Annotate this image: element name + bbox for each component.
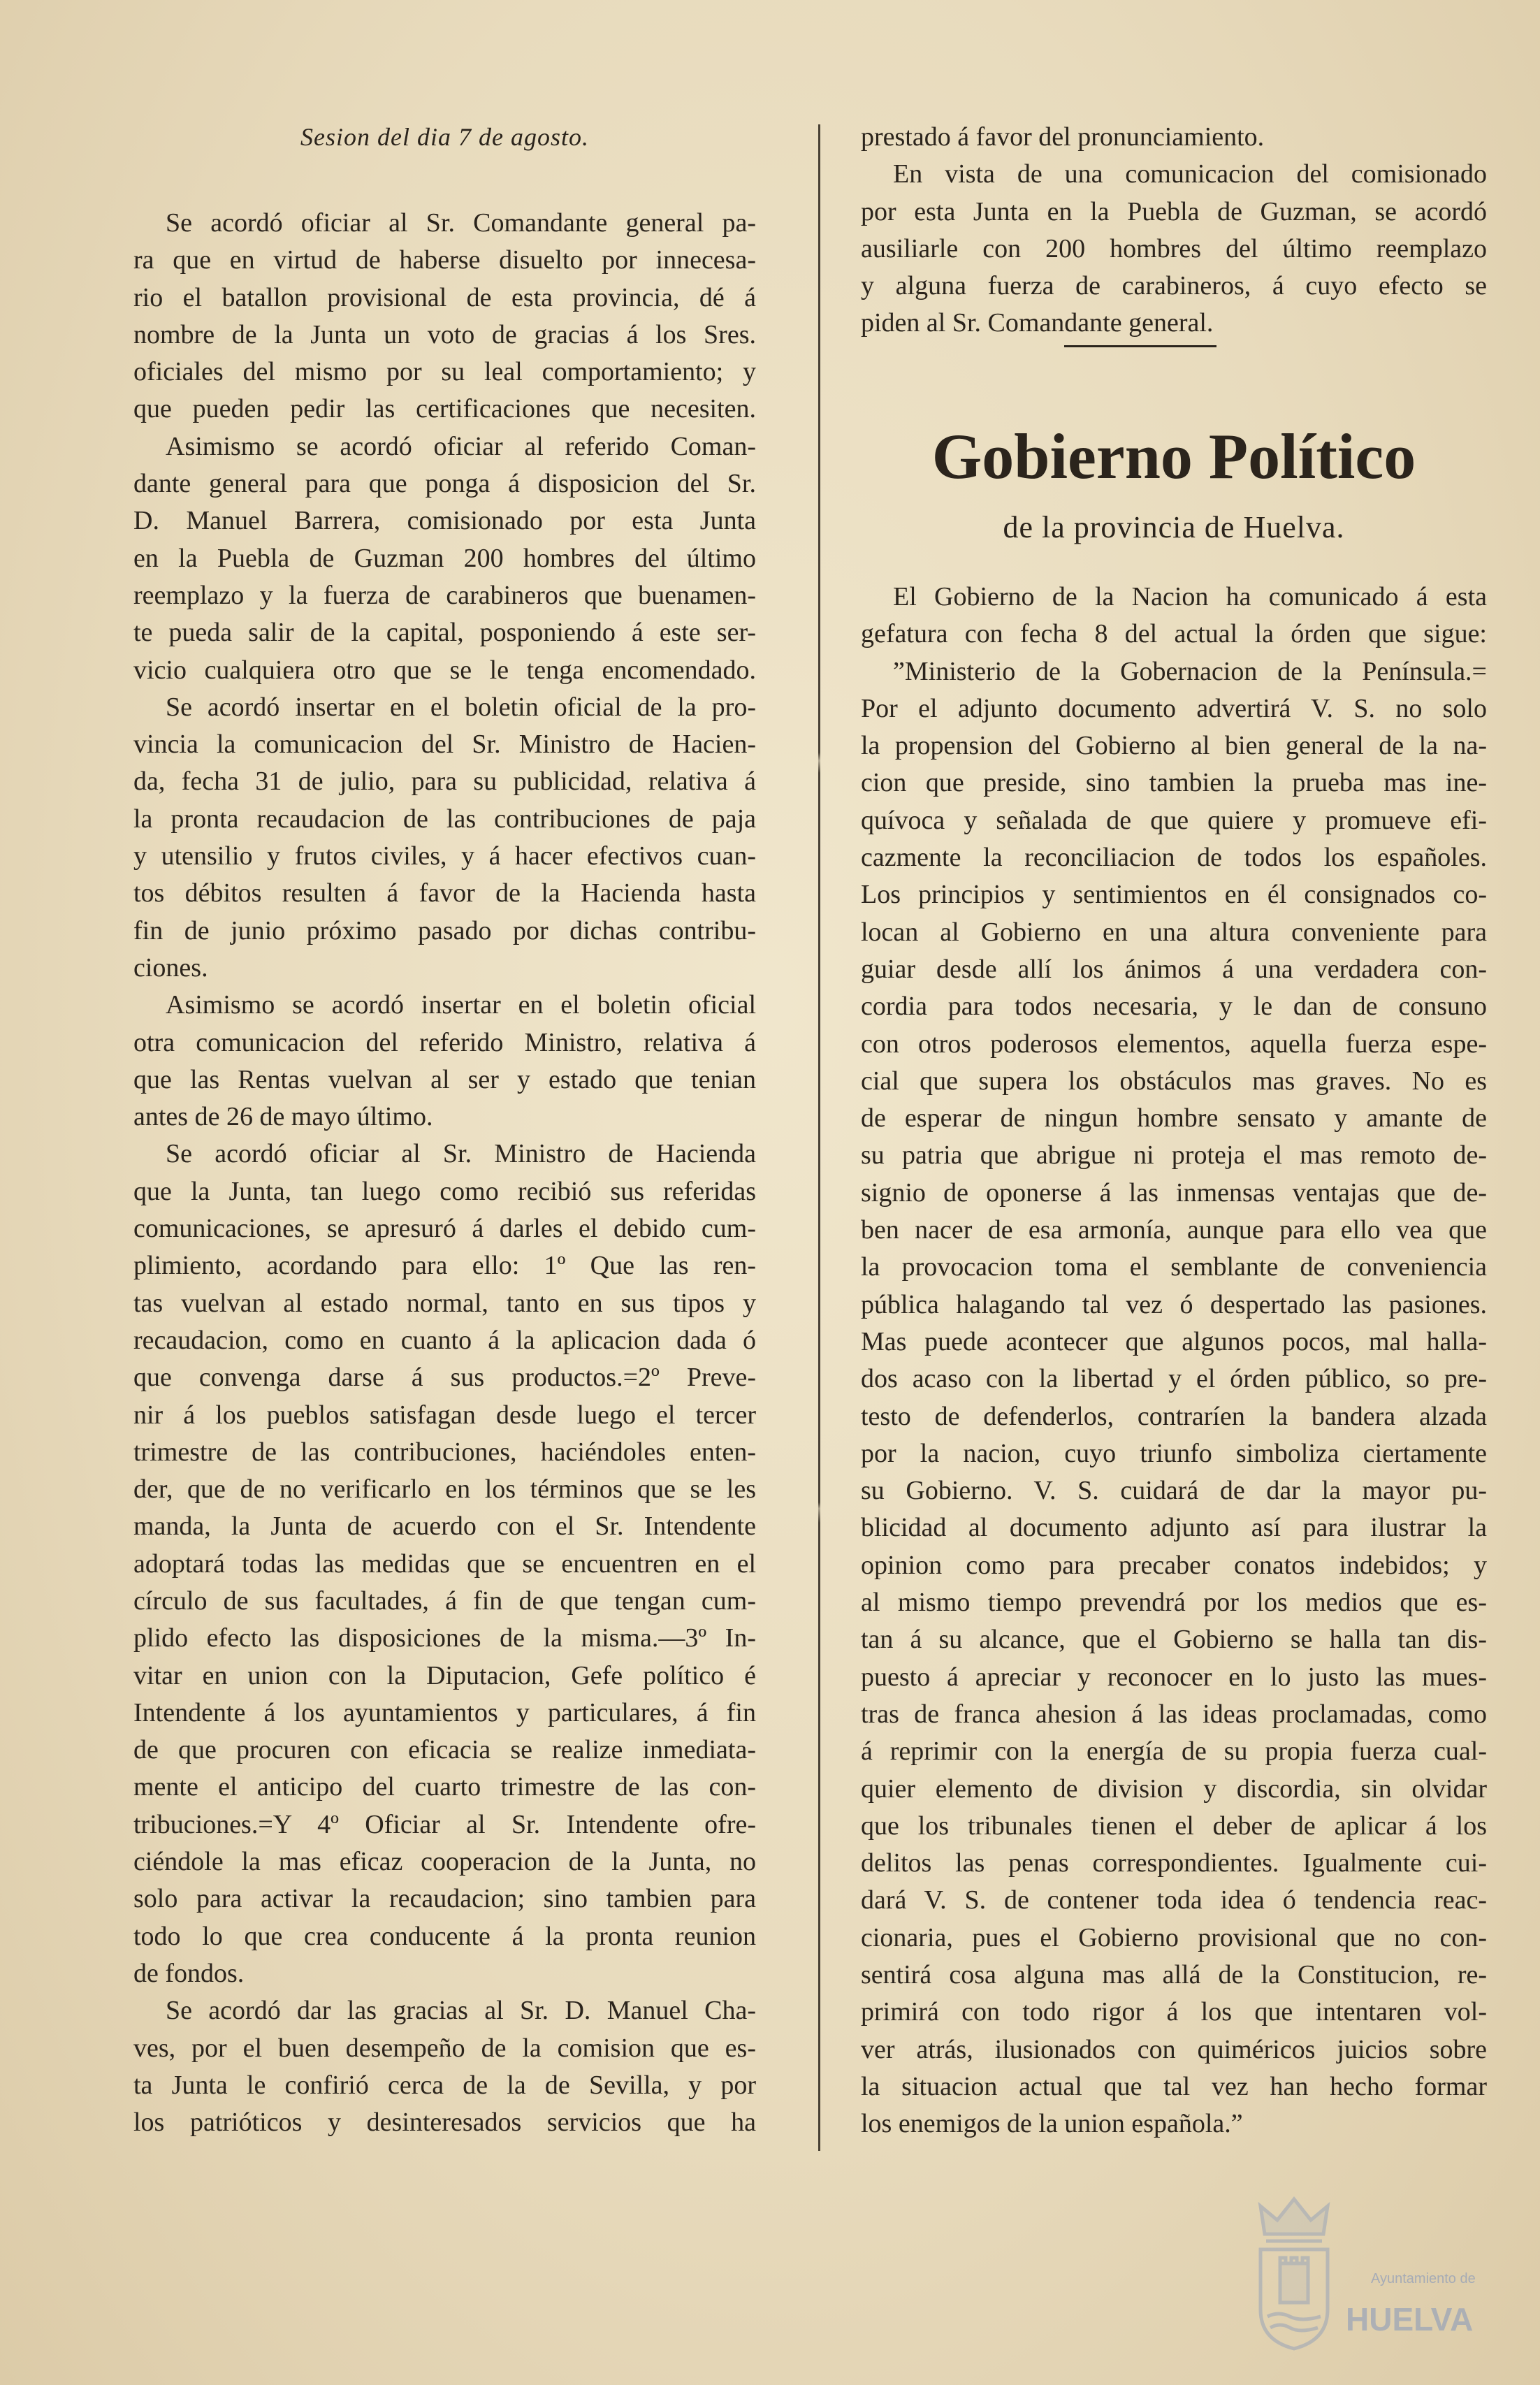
text-line: plimiento, acordando para ello: 1º Que las ren- <box>133 1251 756 1281</box>
text-line: Mas puede acontecer que algunos pocos, mal halla- <box>861 1326 1487 1356</box>
text-line: mente el anticipo del cuarto trimestre de las con- <box>133 1772 756 1802</box>
right-column-body <box>861 579 1487 2143</box>
text-line: dos acaso con la libertad y el órden público, so pre- <box>861 1364 1487 1394</box>
text-line: dará V. S. de contener toda idea ó tendencia reac- <box>861 1885 1487 1915</box>
text-line: comunicaciones, se apresuró á darles el debido cum- <box>133 1214 756 1244</box>
text-line: todo lo que crea conducente á la pronta reunion <box>133 1921 756 1951</box>
text-line: la provocacion toma el semblante de conveniencia <box>861 1252 1487 1282</box>
text-line: oficiales del mismo por su leal comportamiento; y <box>133 357 756 387</box>
text-line: blicidad al documento adjunto así para ilustrar la <box>861 1513 1487 1543</box>
text-line: Se acordó insertar en el boletin oficial de la pro- <box>166 692 756 722</box>
text-line: Se acordó dar las gracias al Sr. D. Manuel Cha- <box>166 1996 756 2026</box>
text-line: En vista de una comunicacion del comisionado <box>893 159 1487 189</box>
text-line: rio el batallon provisional de esta provincia, dé á <box>133 282 756 312</box>
text-line: la situacion actual que tal vez han hecho formar <box>861 2071 1487 2101</box>
text-line: los patrióticos y desinteresados servicios que ha <box>133 2108 756 2138</box>
text-line: vitar en union con la Diputacion, Gefe político é <box>133 1660 756 1690</box>
paragraph <box>861 653 1487 2143</box>
text-line: fin de junio próximo pasado por dichas contribu- <box>133 915 756 945</box>
text-line: otra comunicacion del referido Ministro, relativa á <box>133 1027 756 1057</box>
text-line: tribuciones.=Y 4º Oficiar al Sr. Intendente ofre- <box>133 1809 756 1839</box>
text-line: prestado á favor del pronunciamiento. <box>861 122 1265 152</box>
section-separator-rule <box>1064 345 1216 347</box>
paragraph <box>133 428 756 689</box>
text-line: y utensilio y frutos civiles, y á hacer efectivos cuan- <box>133 841 756 871</box>
text-line: nir á los pueblos satisfagan desde luego el tercer <box>133 1400 756 1430</box>
text-line: los enemigos de la union española.” <box>861 2109 1243 2139</box>
text-line: cionaria, pues el Gobierno provisional que no con- <box>861 1922 1487 1952</box>
left-column <box>133 205 756 2141</box>
watermark-institution-line2: HUELVA <box>1346 2301 1474 2337</box>
text-line: cion que preside, sino tambien la prueba mas ine- <box>861 768 1487 798</box>
text-line: locan al Gobierno en una altura conveniente para <box>861 917 1487 947</box>
text-line: cial que supera los obstáculos mas graves. No es <box>861 1066 1487 1096</box>
text-line: der, que de no verificarlo en los términos que se les <box>133 1474 756 1505</box>
huelva-crest-icon <box>1251 2191 1338 2351</box>
text-line: vincia la comunicacion del Sr. Ministro de Hacien- <box>133 730 756 760</box>
text-line: tras de franca ahesion á las ideas proclamadas, como <box>861 1699 1487 1729</box>
text-line: tas vuelvan al estado normal, tanto en sus tipos y <box>133 1288 756 1318</box>
text-line: Los principios y sentimientos en él consignados co- <box>861 880 1487 910</box>
text-line: Asimismo se acordó oficiar al referido Coman- <box>166 431 756 461</box>
text-line: Se acordó oficiar al Sr. Comandante general pa- <box>166 208 756 238</box>
text-line: gefatura con fecha 8 del actual la órden que sigue: <box>861 619 1487 649</box>
text-line: que la Junta, tan luego como recibió sus referidas <box>133 1176 756 1206</box>
text-line: que los tribunales tienen el deber de aplicar á los <box>861 1811 1487 1841</box>
text-line: ver atrás, ilusionados con quiméricos juicios sobre <box>861 2034 1487 2064</box>
column-divider <box>818 124 820 2151</box>
paragraph <box>133 1136 756 1992</box>
text-line: sentirá cosa alguna mas allá de la Constitucion, re- <box>861 1959 1487 1989</box>
text-line: reemplazo y la fuerza de carabineros que buenamen- <box>133 580 756 610</box>
text-line: testo de defenderlos, contraríen la bandera alzada <box>861 1401 1487 1431</box>
text-line: quier elemento de division y discordia, sin olvidar <box>861 1774 1487 1804</box>
text-line: piden al Sr. Comandante general. <box>861 308 1214 338</box>
text-line: ciones. <box>133 952 208 983</box>
paragraph <box>133 987 756 1136</box>
text-line: te pueda salir de la capital, posponiendo á este ser- <box>133 618 756 648</box>
text-line: dante general para que ponga á disposicion del Sr. <box>133 469 756 499</box>
paragraph <box>133 689 756 987</box>
session-header: Sesion del dia 7 de agosto. <box>300 123 589 151</box>
text-line: primirá con todo rigor á los que intentaren vol- <box>861 1997 1487 2027</box>
right-column-top <box>861 119 1487 342</box>
text-line: trimestre de las contribuciones, haciéndoles enten- <box>133 1437 756 1467</box>
text-line: ves, por el buen desempeño de la comision que es- <box>133 2033 756 2063</box>
paragraph <box>861 156 1487 342</box>
text-line: cordia para todos necesaria, y le dan de consuno <box>861 992 1487 1022</box>
text-line: ciéndole la mas eficaz cooperacion de la Junta, no <box>133 1847 756 1877</box>
text-line: Por el adjunto documento advertirá V. S. no solo <box>861 693 1487 723</box>
text-line: ra que en virtud de haberse disuelto por innecesa- <box>133 245 756 275</box>
text-line: que convenga darse á sus productos.=2º Preve- <box>133 1363 756 1393</box>
text-line: pública halagando tal vez ó despertado las pasiones. <box>861 1289 1487 1319</box>
text-line: de que procuren con eficacia se realize inmediata- <box>133 1735 756 1765</box>
text-line: vicio cualquiera otro que se le tenga encomendado. <box>133 655 756 685</box>
text-line: opinion como para precaber conatos indebidos; y <box>861 1550 1487 1580</box>
text-line: por esta Junta en la Puebla de Guzman, se acordó <box>861 196 1487 226</box>
text-line: de fondos. <box>133 1958 245 1988</box>
section-title: Gobierno Político <box>931 421 1416 492</box>
section-subtitle: de la provincia de Huelva. <box>1003 510 1345 544</box>
text-line: puesto á apreciar y reconocer en lo justo las mues- <box>861 1662 1487 1692</box>
text-line: tan á su alcance, que el Gobierno se halla tan dis- <box>861 1625 1487 1655</box>
text-line: delitos las penas correspondientes. Igualmente cui- <box>861 1848 1487 1878</box>
text-line: cazmente la reconciliacion de todos los españoles. <box>861 843 1487 873</box>
text-line: plido efecto las disposiciones de la misma.—3º In- <box>133 1623 756 1653</box>
text-line: ausiliarle con 200 hombres del último reemplazo <box>861 233 1487 263</box>
text-line: adoptará todas las medidas que se encuentren en el <box>133 1549 756 1579</box>
text-line: ben nacer de esa armonía, aunque para ello vea que <box>861 1215 1487 1245</box>
text-line: círculo de sus facultades, á fin de que tengan cum- <box>133 1586 756 1616</box>
text-line: signio de oponerse á las inmensas ventajas que de- <box>861 1177 1487 1208</box>
text-line: la pronta recaudacion de las contribuciones de paja <box>133 804 756 834</box>
paragraph <box>133 205 756 428</box>
text-line: que pueden pedir las certificaciones que necesiten. <box>133 394 756 424</box>
text-line: Se acordó oficiar al Sr. Ministro de Hacienda <box>166 1139 756 1169</box>
text-line: ”Ministerio de la Gobernacion de la Península.= <box>893 656 1487 686</box>
text-line: da, fecha 31 de julio, para su publicidad, relativa á <box>133 767 756 797</box>
text-line: quívoca y señalada de que quiere y promueve efi- <box>861 805 1487 835</box>
text-line: guiar desde allí los ánimos á una verdadera con- <box>861 954 1487 984</box>
text-line: en la Puebla de Guzman 200 hombres del último <box>133 543 756 573</box>
text-line: que las Rentas vuelvan al ser y estado que tenian <box>133 1064 756 1094</box>
watermark-institution-line1: Ayuntamiento de <box>1371 2271 1476 2286</box>
text-line: nombre de la Junta un voto de gracias á los Sres. <box>133 319 756 349</box>
text-line: la propension del Gobierno al bien general de la na- <box>861 731 1487 761</box>
text-line: Asimismo se acordó insertar en el boletin oficial <box>166 990 756 1020</box>
text-line: tos débitos resulten á favor de la Hacienda hasta <box>133 878 756 908</box>
text-line: su Gobierno. V. S. cuidará de dar la mayor pu- <box>861 1476 1487 1506</box>
text-line: ta Junta le confirió cerca de la de Sevilla, y por <box>133 2070 756 2100</box>
text-line: y alguna fuerza de carabineros, á cuyo efecto se <box>861 271 1487 301</box>
text-line: Intendente á los ayuntamientos y particulares, á fin <box>133 1697 756 1727</box>
text-line: D. Manuel Barrera, comisionado por esta Junta <box>133 506 756 536</box>
text-line: al mismo tiempo prevendrá por los medios que es- <box>861 1588 1487 1618</box>
paragraph <box>133 1992 756 2141</box>
text-line: su patria que abrigue ni proteja el mas remoto de- <box>861 1140 1487 1170</box>
text-line: manda, la Junta de acuerdo con el Sr. Intendente <box>133 1512 756 1542</box>
text-line: de esperar de ningun hombre sensato y amante de <box>861 1103 1487 1133</box>
text-line: á reprimir con la energía de su propia fuerza cual- <box>861 1737 1487 1767</box>
paragraph-continuation <box>861 119 1487 156</box>
paragraph <box>861 579 1487 653</box>
text-line: solo para activar la recaudacion; sino tambien para <box>133 1884 756 1914</box>
text-line: con otros poderosos elementos, aquella fuerza espe- <box>861 1029 1487 1059</box>
text-line: antes de 26 de mayo último. <box>133 1102 433 1132</box>
text-line: por la nacion, cuyo triunfo simboliza ciertamente <box>861 1438 1487 1468</box>
text-line: El Gobierno de la Nacion ha comunicado á esta <box>893 582 1487 611</box>
text-line: recaudacion, como en cuanto á la aplicacion dada ó <box>133 1325 756 1355</box>
